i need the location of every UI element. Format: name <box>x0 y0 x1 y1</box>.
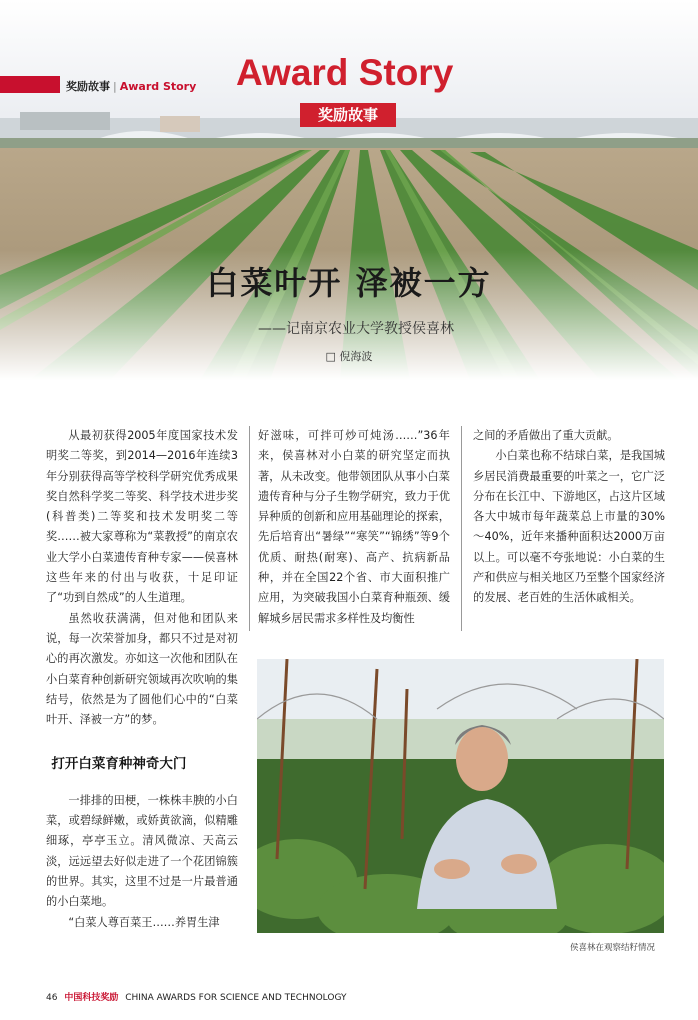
section-label <box>66 78 196 94</box>
article-subtitle: ——记南京农业大学教授侯喜林 <box>258 321 454 337</box>
paragraph: 之间的矛盾做出了重大贡献。 <box>473 429 619 442</box>
paragraph: “白菜人尊百菜王……养胃生津 <box>68 915 220 929</box>
column-divider <box>461 426 462 631</box>
text-column-1 <box>46 426 238 933</box>
award-story-title: Award Story <box>236 52 454 93</box>
photo-caption: 侯喜林在观察结籽情况 <box>570 943 656 953</box>
section-label-en: Award Story <box>119 80 197 93</box>
text-column-2 <box>258 426 450 629</box>
section-subheading: 打开白菜育种神奇大门 <box>51 756 187 773</box>
magazine-name-cn: 中国科技奖励 <box>64 993 119 1003</box>
paragraph: 虽然收获满满，但对他和团队来说，每一次荣誉加身，都只不过是对初心的再次激发。亦如这一次他和团队在小白菜育种创新研究领域再次吹响的集结号，依然是为了圆他们心中的“白菜叶开、泽被一方”的梦。 <box>46 611 238 727</box>
award-story-badge: 奖励故事 <box>300 103 396 127</box>
column-divider <box>249 426 250 631</box>
article-title: 白菜叶开 泽被一方 <box>206 264 492 302</box>
paragraph: 好滋味，可拌可炒可炖汤……”36年来，侯喜林对小白菜的研究坚定而执著，从未改变。他带领团队从事小白菜遗传育种与分子生物学研究，致力于优异种质的创新和应用基础理论的探索，先后培育出“暑绿”“寒笑”“锦绣”等9个优质、耐热(耐寒)、高产、抗病新品种，并在全国22个省、市大面积推广应用，为突破我国小白菜育种瓶颈、缓解城乡居民需求多样性及均衡性 <box>258 429 450 625</box>
magazine-name-en: CHINA AWARDS FOR SCIENCE AND TECHNOLOGY <box>125 993 347 1003</box>
paragraph: 一排排的田梗，一株株丰腴的小白菜，或碧绿鲜嫩，或娇黄欲滴，似精雕细琢，亭亭玉立。清风微凉、天高云淡，远远望去好似走进了一个花团锦簇的世界。其实，这里不过是一片最普通的小白菜地。 <box>46 793 238 909</box>
professor-field-photo <box>257 659 664 933</box>
page-number: 46 <box>46 993 58 1003</box>
page-footer <box>46 990 346 1003</box>
paragraph: 小白菜也称不结球白菜，是我国城乡居民消费最重要的叶菜之一，它广泛分布在长江中、下游地区，占这片区域各大中城市每年蔬菜总上市量的30%～40%，近年来播种面积达2000万亩以上。可以毫不夸张地说：小白菜的生产和供应与相关地区乃至整个国家经济的发展、老百姓的生活休戚相关。 <box>473 449 665 605</box>
paragraph: 从最初获得2005年度国家技术发明奖二等奖，到2014—2016年连续3年分别获得高等学校科学研究优秀成果奖自然科学奖二等奖、科学技术进步奖(科普类)二等奖和技术发明奖二等奖……被大家尊称为“菜教授”的南京农业大学小白菜遗传育种专家——侯喜林这些年来的付出与收获，十足印证了“功到自然成”的人生道理。 <box>46 429 238 605</box>
section-label-cn: 奖励故事 <box>66 80 110 93</box>
author-byline: □ 倪海波 <box>325 350 373 363</box>
section-label-separator: | <box>113 80 117 93</box>
section-color-bar <box>0 76 60 93</box>
text-column-3 <box>473 426 665 609</box>
